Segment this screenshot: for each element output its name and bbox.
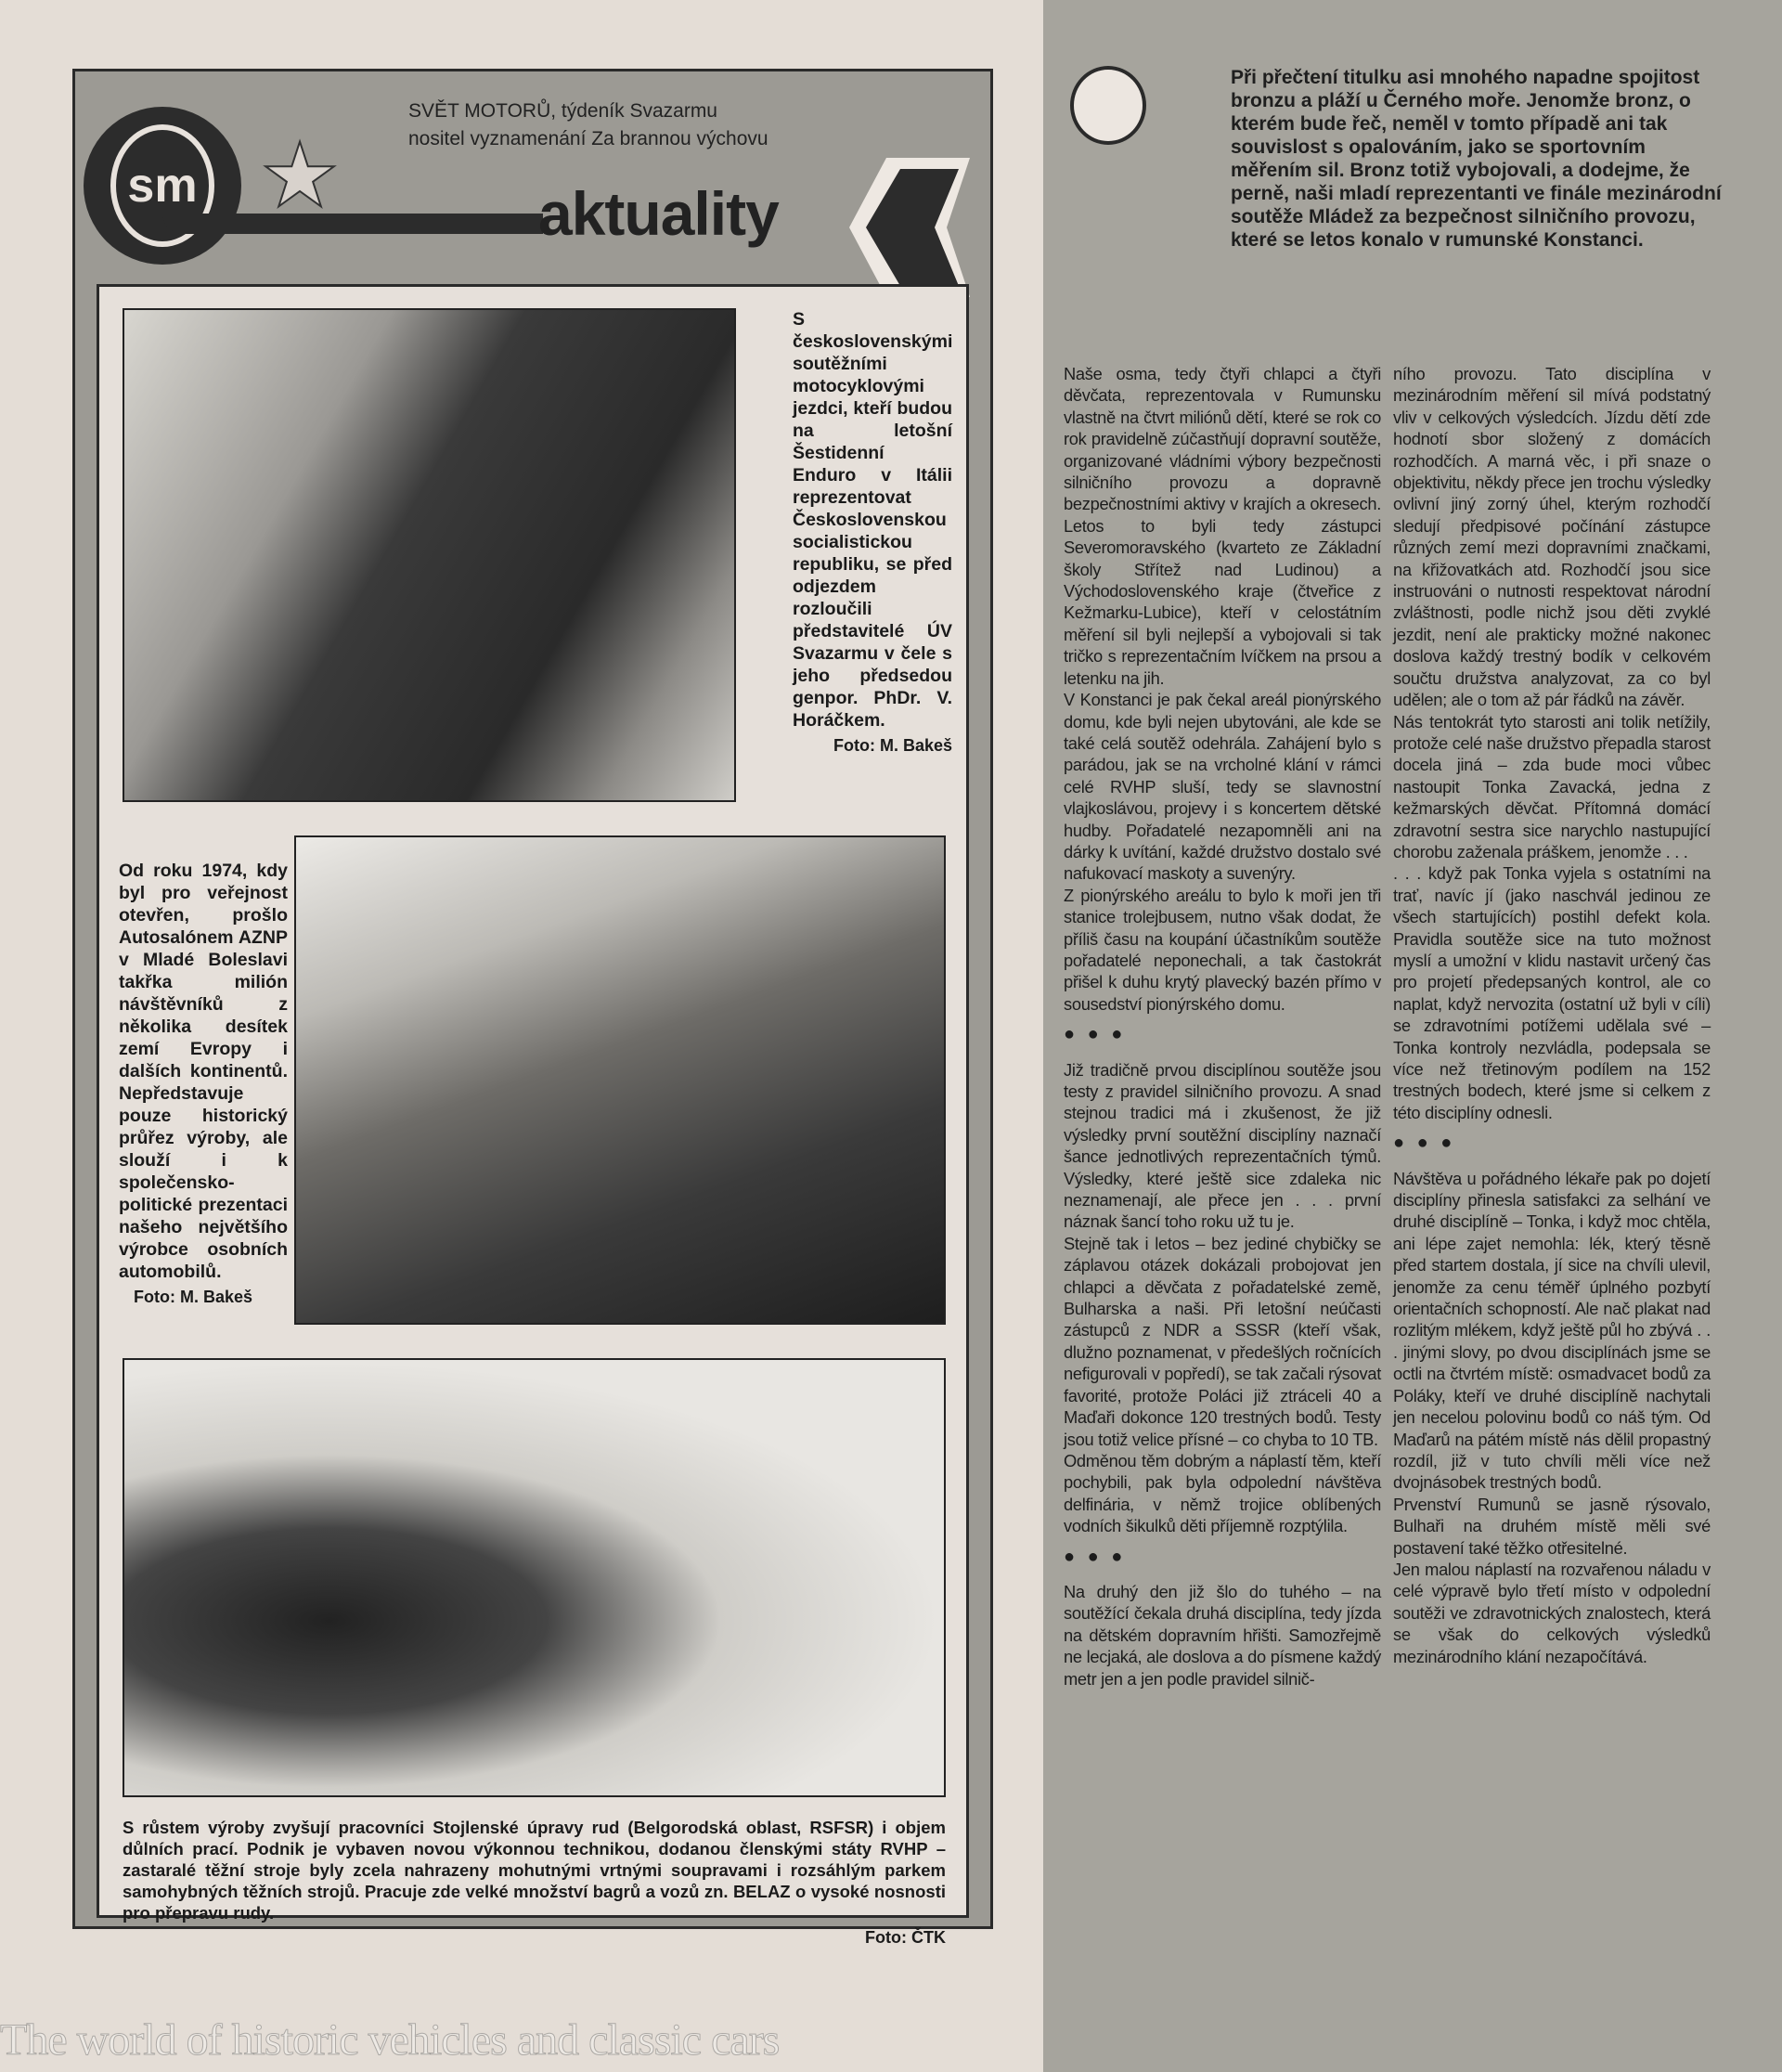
section-separator: ● ● ● xyxy=(1393,1133,1456,1154)
circle-ornament xyxy=(1070,66,1146,145)
photo-caption-block-1 xyxy=(793,308,952,756)
photo-caption-2: Od roku 1974, kdy byl pro veřejnost otevřen, prošlo Autosalónem AZNP v Mladé Boleslavi takřka milión návštěvníků z několika desítek zemí Evropy i dalších kontinentů. Nepředstavuje pouze historický průřez výroby, ale slouží i k společensko-politické prezentaci našeho největšího výrobce osobních automobilů. xyxy=(119,861,288,1282)
section-separator: ● ● ● xyxy=(1064,1546,1127,1567)
paragraph: Již tradičně prvou disciplínou soutěže jsou testy z pravidel silničního provozu. A snad stejnou tradici má i zkušenost, že již výsledky první soutěžní disciplíny naznačí šance jednotlivých reprezentačních týmů. Výsledky, které ještě sice zdaleka nic neznamenají, ale přece jen . . . první náznak šancí toho roku už tu je. xyxy=(1064,1059,1381,1232)
paragraph: . . . když pak Tonka vyjela s ostatními na trať, navíc jí (jako naschvál jedinou ze všech startujících) postihl defekt kola. Pravidla soutěže sice na tuto možnost myslí a umožní v klidu nastavit určený čas pro projetí předepsaných kontrol, ale co naplat, když nervozita (ostatní už byli v cíli) se zdravotními potížemi udělala své – Tonka kontroly nezvládla, podepsala se více než třetinovým podílem na 152 trestných bodech, které jsme si celkem z této disciplíny odnesli. xyxy=(1393,863,1711,1122)
photo-caption-3: S růstem výroby zvyšují pracovníci Stojlenské úpravy rud (Belgorodská oblast, RSFSR) i objem důlních prací. Podnik je vybaven novou výkonnou technikou, dodanou členskými státy RVHP – zastaralé těžní stroje byly zcela nahrazeny mohutnými vrtnými soupravami i rozsáhlým parkem samohybných těžních strojů. Pracuje zde velké množství bagrů a vozů zn. BELAZ o vysoké nosnosti pro přepravu rudy. xyxy=(123,1818,946,1923)
paragraph: V Konstanci je pak čekal areál pionýrského domu, kde byli nejen ubytováni, ale kde se také celá soutěž odehrála. Zahájení bylo s parádou, jak se na vrcholné klání v rámci celé RVHP sluší, tedy se slavnostní vlajkoslávou, projevy i s koncertem dětské hudby. Pořadatelé nezapomněli ani na dárky k uvítání, každé družstvo dostalo své nafukovací maskoty a suvenýry. xyxy=(1064,690,1381,884)
photo-belaz-trucks xyxy=(123,1358,946,1797)
publication-line-2: nositel vyznamenání Za brannou výchovu xyxy=(408,128,768,149)
photo-credit-1: Foto: M. Bakeš xyxy=(833,736,952,755)
section-title: aktuality xyxy=(538,179,779,248)
paragraph: Na druhý den již šlo do tuhého – na soutěžící čekala druhá disciplína, tedy jízda na dětském dopravním hřišti. Samozřejmě ne lecjaká, ale doslova a do písmene každý metr jen a jen podle pravidel silnič- xyxy=(1064,1581,1381,1689)
paragraph: Prvenství Rumunů se jasně rýsovalo, Bulhaři na druhém místě měli své postavení také těžko otřesitelné. xyxy=(1393,1494,1711,1558)
section-separator: ● ● ● xyxy=(1064,1024,1127,1045)
paragraph: Odměnou těm dobrým a náplastí těm, kteří pochybili, pak byla odpolední návštěva delfinária, v němž trojice oblíbených vodních šikulků děti příjemně rozptýlila. xyxy=(1064,1450,1381,1536)
paragraph: Naše osma, tedy čtyři chlapci a čtyři děvčata, reprezentovala v Rumunsku vlastně na čtvrt miliónů dětí, které se rok co rok pravidelně zúčastňují dopravní soutěže, organizované vládními výbory bezpečnosti silničního provozu a dopravně bezpečnostními aktivy v krajích a okresech. Letos to byli tedy zástupci Severomoravského (kvarteto ze Základní školy Střítež nad Ludinou) a Východoslovenského kraje (čtveřice z Kežmarku-Lubice), kteří v celostátním měření sil byli nejlepší a vybojovali si tak tričko s reprezentačním lvíčkem na prsou a letenku na jih. xyxy=(1064,364,1381,688)
paragraph: Jen malou náplastí na rozvařenou náladu v celé výpravě bylo třetí místo v odpolední soutěži ve zdravotnických znalostech, která se však do celkových výsledků mezinárodního klání nezapočítává. xyxy=(1393,1559,1711,1666)
paragraph: ního provozu. Tato disciplína v mezinárodním měření sil mívá podstatný vliv v celkových výsledcích. Jízdu dětí zde hodnotí sbor složený z domácích rozhodčích. A marná věc, i při snaze o objektivitu, někdy přece jen trochu výsledky ovlivní jiný zorný úhel, kterým rozhodčí sledují předpisové počínání zástupce různých zemí mezi dopravními značkami, na křižovatkách atd. Rozhodčí jsou sice instruováni o nutnosti respektovat národní zvláštnosti, podle nichž jsou děti zvyklé jezdit, není ale prakticky možné nakonec doslova každý trestný bodík v celkovém součtu družstva analyzovat, za co byl udělen; ale o tom až pár řádků na závěr. xyxy=(1393,364,1711,710)
watermark: The world of historic vehicles and classic cars xyxy=(0,2015,780,2065)
photo-motorcycle-team xyxy=(123,308,736,802)
article-intro: Při přečtení titulku asi mnohého napadne spojitost bronzu a pláží u Černého moře. Jenomže bronz, o kterém bude řeč, neměl v tomto případě ani tak souvislost s opalováním, jako se sportovním měřením sil. Bronz totiž vybojovali, a dodejme, že perně, naši mladí reprezentanti ve finále mezinárodní soutěže Mládež za bezpečnost silničního provozu, které se letos konalo v rumunské Konstanci. xyxy=(1231,67,1722,251)
paragraph: Nás tentokrát tyto starosti ani tolik netížily, protože celé naše družstvo přepadla starost docela jiná – zda bude moci vůbec nastoupit Tonka Zavacká, jedna z kežmarských děvčat. Přítomná domácí zdravotní sestra sice narychlo nastupující chorobu zaženala práškem, jenomže . . . xyxy=(1393,711,1711,861)
logo-bar xyxy=(162,214,543,234)
publication-line-1: SVĚT MOTORŮ, týdeník Svazarmu xyxy=(408,100,717,122)
paragraph: Návštěva u pořádného lékaře pak po dojetí disciplíny přinesla satisfakci za selhání ve druhé disciplíně – Tonka, i když moc chtěla, ani lépe zajet nemohla: lék, který těsně před startem dostala, jí sice na chvíli ulevil, jenomže za cenu téměř úplného pozbytí orientačních schopností. Ale nač plakat nad rozlitým mlékem, když ještě půl ho zbývá . . . jinými slovy, po dvou disciplínách jsme se octli na čtvrtém místě: osmadvacet bodů za Poláky, kteří ve druhé disciplíně nachytali jen necelou polovinu bodů co náš tým. Od Maďarů na pátém místě nás dělil propastný rozdíl, již v tuto chvíli měli více než dvojnásobek trestných bodů. xyxy=(1393,1168,1711,1493)
photo-caption-block-2 xyxy=(119,860,288,1307)
paragraph: Z pionýrského areálu to bylo k moři jen tři stanice trolejbusem, nutno však dodat, že příliš času na koupání účastníkům soutěže pořadatelé neponechali, a tak častokrát přišel k duhu krytý plavecký bazén přímo v sousedství pionýrského domu. xyxy=(1064,885,1381,1014)
chevron-left-icon xyxy=(849,158,970,297)
photo-credit-2: Foto: M. Bakeš xyxy=(134,1288,253,1306)
photo-credit-3: Foto: ČTK xyxy=(865,1928,946,1947)
photo-autosalon xyxy=(294,835,946,1325)
svet-motoru-logo: sm xyxy=(84,107,241,265)
award-star-icon: ★ xyxy=(260,126,341,226)
photo-caption-block-3 xyxy=(123,1817,946,1948)
photo-caption-1: S československými soutěžními motocyklovými jezdci, kteří budou na letošní Šestidenní Enduro v Itálii reprezentovat Československou socialistickou republiku, se před odjezdem rozloučili představitelé ÚV Svazarmu v čele s jeho předsedou genpor. PhDr. V. Horáčkem. xyxy=(793,309,953,731)
article-column-1 xyxy=(1064,363,1381,1690)
paragraph: Stejně tak i letos – bez jediné chybičky se záplavou otázek dokázali probojovat jen chlapci a děvčata z pořadatelské země, Bulharska a naši. Při letošní neúčasti zástupců z NDR a SSSR (kteří však, dlužno poznamenat, v předešlých ročnících nefigurovali v popředí), se tak začali rýsovat favorité, protože Poláci již ztráceli 40 a Maďaři dokonce 120 trestných bodů. Testy jsou totiž velice přísné – co chyba to 10 TB. xyxy=(1064,1233,1381,1449)
article-column-2 xyxy=(1393,363,1711,1667)
